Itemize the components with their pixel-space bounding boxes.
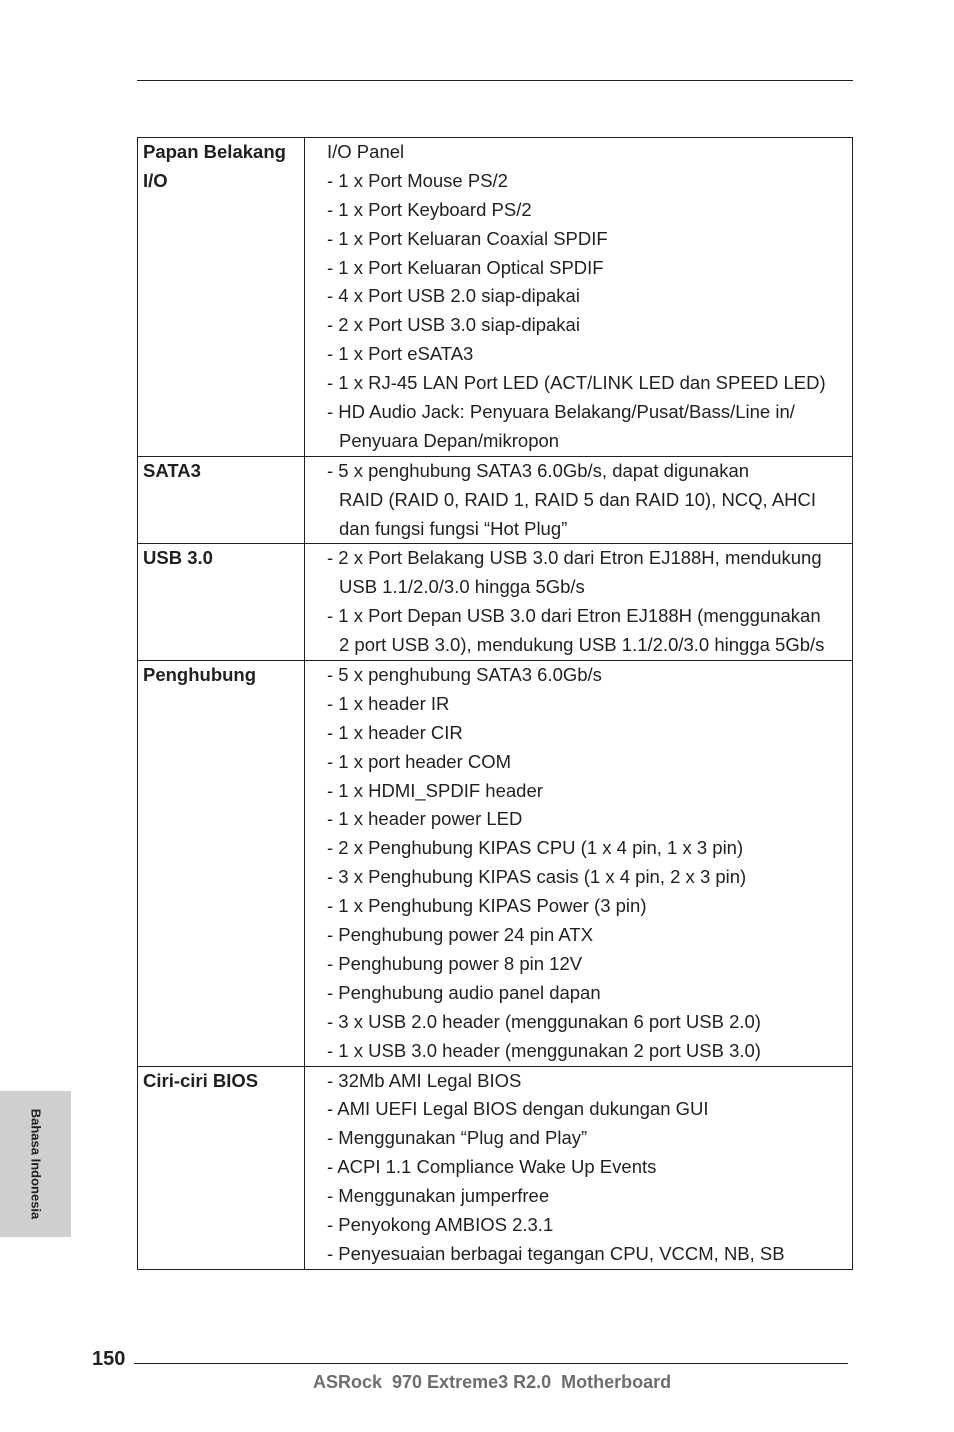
spec-value-line: I/O Panel	[327, 141, 405, 162]
spec-value-cell	[305, 456, 853, 544]
spec-value-line: - Menggunakan jumperfree	[327, 1185, 550, 1207]
spec-value-line: - 2 x Penghubung KIPAS CPU (1 x 4 pin, 1 x 3 pin)	[327, 837, 744, 859]
spec-table	[137, 137, 853, 1270]
spec-value-line: - 5 x penghubung SATA3 6.0Gb/s	[327, 664, 602, 686]
spec-value-line: - Penghubung power 8 pin 12V	[327, 952, 583, 974]
spec-value-line: RAID (RAID 0, RAID 1, RAID 5 dan RAID 10), NCQ, AHCI	[339, 488, 817, 510]
spec-value-cell	[305, 661, 853, 1066]
spec-value-line: - 1 x header power LED	[327, 808, 523, 830]
spec-value-line: - 2 x Port Belakang USB 3.0 dari Etron EJ188H, mendukung	[327, 547, 822, 569]
spec-value-line: - 1 x Port Mouse PS/2	[327, 169, 508, 191]
spec-value-line: - ACPI 1.1 Compliance Wake Up Events	[327, 1156, 657, 1178]
spec-value-line: - 1 x Penghubung KIPAS Power (3 pin)	[327, 895, 647, 917]
spec-label: I/O	[143, 169, 168, 191]
spec-label: USB 3.0	[143, 547, 213, 569]
spec-label-cell	[138, 1066, 305, 1269]
spec-value-cell	[305, 544, 853, 661]
spec-value-line: USB 1.1/2.0/3.0 hingga 5Gb/s	[339, 576, 585, 598]
spec-value-line: - Penyokong AMBIOS 2.3.1	[327, 1213, 554, 1235]
spec-value-line: - Menggunakan “Plug and Play”	[327, 1127, 588, 1149]
spec-value-line: - 1 x port header COM	[327, 750, 512, 772]
spec-value-line: - 1 x Port eSATA3	[327, 343, 474, 365]
spec-value-line: - 1 x header IR	[327, 692, 450, 714]
spec-row	[138, 138, 853, 457]
spec-row	[138, 661, 853, 1066]
spec-label-cell	[138, 661, 305, 1066]
footer-rule	[134, 1363, 848, 1364]
spec-value-line: - AMI UEFI Legal BIOS dengan dukungan GUI	[327, 1098, 709, 1120]
spec-value-line: - 1 x Port Depan USB 3.0 dari Etron EJ188H (menggunakan	[327, 605, 821, 627]
spec-value-line: - 1 x RJ-45 LAN Port LED (ACT/LINK LED dan SPEED LED)	[327, 372, 826, 394]
spec-label-cell	[138, 544, 305, 661]
spec-value-line: - 1 x HDMI_SPDIF header	[327, 779, 543, 801]
spec-value-cell	[305, 138, 853, 457]
spec-value-line: - Penyesuaian berbagai tegangan CPU, VCCM, NB, SB	[327, 1242, 785, 1264]
spec-value-line: - HD Audio Jack: Penyuara Belakang/Pusat/Bass/Line in/	[327, 401, 795, 423]
spec-label: Ciri-ciri BIOS	[143, 1069, 259, 1091]
spec-label: Papan Belakang	[143, 141, 286, 162]
language-side-tab	[0, 1091, 71, 1237]
spec-label: SATA3	[143, 459, 201, 481]
header-rule	[137, 80, 853, 81]
spec-row	[138, 456, 853, 544]
spec-value-line: - Penghubung power 24 pin ATX	[327, 924, 594, 946]
spec-value-line: - 1 x header CIR	[327, 721, 463, 743]
spec-value-line: 2 port USB 3.0), mendukung USB 1.1/2.0/3.0 hingga 5Gb/s	[339, 634, 825, 656]
page-number: 150	[92, 1348, 126, 1370]
language-tab-label: Bahasa Indonesia	[28, 1108, 44, 1220]
spec-value-line: - 2 x Port USB 3.0 siap-dipakai	[327, 314, 580, 336]
spec-value-line: - 1 x Port Keyboard PS/2	[327, 198, 532, 220]
spec-table-body	[138, 138, 853, 1270]
spec-value-line: - 3 x Penghubung KIPAS casis (1 x 4 pin, 2 x 3 pin)	[327, 866, 747, 888]
spec-value-line: - 4 x Port USB 2.0 siap-dipakai	[327, 285, 580, 307]
spec-value-line: - Penghubung audio panel dapan	[327, 981, 601, 1003]
spec-value-line: - 32Mb AMI Legal BIOS	[327, 1069, 522, 1091]
spec-value-line: - 5 x penghubung SATA3 6.0Gb/s, dapat digunakan	[327, 459, 750, 481]
spec-label: Penghubung	[143, 664, 257, 686]
spec-value-line: dan fungsi fungsi “Hot Plug”	[339, 517, 568, 539]
spec-value-line: - 1 x Port Keluaran Optical SPDIF	[327, 256, 604, 278]
spec-label-cell	[138, 138, 305, 457]
spec-value-line: - 1 x USB 3.0 header (menggunakan 2 port USB 3.0)	[327, 1039, 761, 1061]
spec-value-line: - 3 x USB 2.0 header (menggunakan 6 port USB 2.0)	[327, 1010, 761, 1032]
spec-value-line: - 1 x Port Keluaran Coaxial SPDIF	[327, 227, 608, 249]
footer-title: ASRock 970 Extreme3 R2.0 Motherboard	[313, 1372, 672, 1392]
spec-row	[138, 544, 853, 661]
spec-row	[138, 1066, 853, 1269]
spec-label-cell	[138, 456, 305, 544]
spec-value-cell	[305, 1066, 853, 1269]
spec-value-line: Penyuara Depan/mikropon	[339, 429, 560, 451]
